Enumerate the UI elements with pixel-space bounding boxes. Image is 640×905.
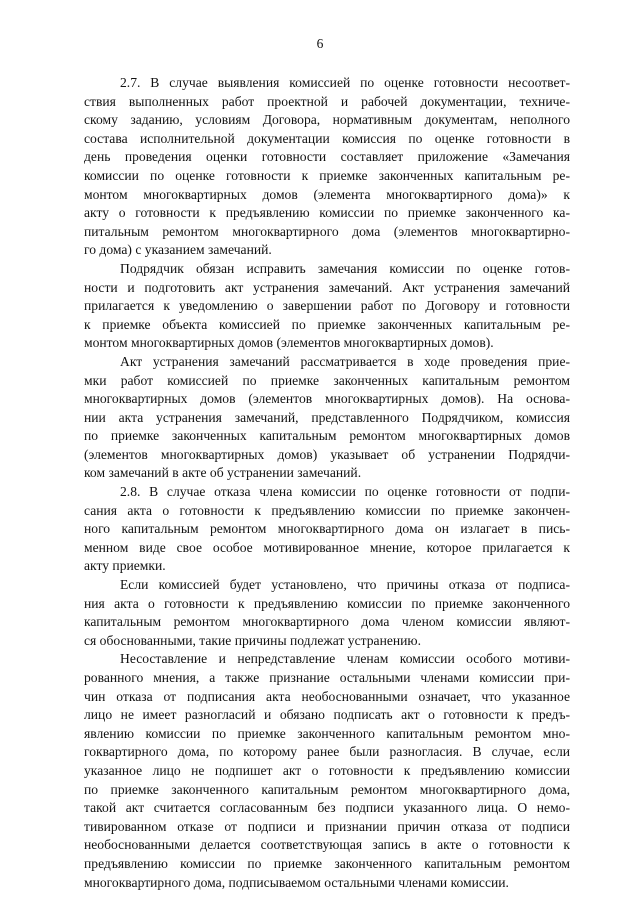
text-line: комиссии по оценке готовности к приемке законченных капитальным ре- (84, 167, 570, 183)
text-line: 2.8. В случае отказа члена комиссии по оценке готовности от подпи- (120, 484, 570, 500)
text-line: указанное лицо не подпишет акт о готовности к предъявлению комиссии (84, 762, 570, 778)
text-line: акту приемки. (84, 558, 166, 574)
text-line: тивированном отказе от подписи и признании причин отказа от подписи (84, 818, 570, 834)
text-line: явлению комиссии по приемке законченного капитальным ремонтом мно- (84, 725, 570, 741)
text-line: предъявлению комиссии по приемке законченного капитальным ремонтом (84, 855, 570, 871)
paragraph-para-refusal-reasons (84, 576, 570, 650)
text-line: ности и подготовить акт устранения замечаний. Акт устранения замечаний (84, 279, 570, 295)
text-line: Акт устранения замечаний рассматривается в ходе проведения прие- (120, 353, 570, 369)
document-body (84, 74, 570, 892)
paragraph-para-elimination-act (84, 353, 570, 483)
text-line: состава исполнительной документации комиссия по оценке готовности в (84, 130, 570, 146)
text-line: ного капитальным ремонтом многоквартирного дома он излагает в пись- (84, 521, 570, 537)
text-line: ния акта о готовности к предъявлению комиссии по приемке законченного (84, 595, 570, 611)
text-line: (элементов многоквартирных домов) указывает об устранении Подрядчи- (84, 446, 570, 462)
text-line: день проведения оценки готовности составляет приложение «Замечания (84, 149, 570, 165)
text-line: акту о готовности к предъявлению комиссии по приемке законченного ка- (84, 205, 570, 221)
text-line: прилагается к уведомлению о завершении работ по Договору и готовности (84, 298, 570, 314)
page-number: 6 (316, 36, 324, 51)
paragraph-para-2-8 (84, 483, 570, 576)
text-line: Несоставление и непредставление членам комиссии особого мотиви- (120, 651, 570, 667)
text-line: многоквартирных домов (элементов многоквартирных домов). На основа- (84, 391, 570, 407)
text-line: капитальным ремонтом многоквартирного дома членом комиссии являют- (84, 614, 570, 630)
text-line: менном виде свое особое мотивированное мнение, которое прилагается к (84, 539, 570, 555)
text-line: ком замечаний в акте об устранении замечаний. (84, 465, 362, 481)
text-line: Подрядчик обязан исправить замечания комиссии по оценке готов- (120, 260, 570, 276)
text-line: чин отказа от подписания акта необоснованными означает, что указанное (84, 688, 570, 704)
text-line: к приемке объекта комиссией по приемке законченных капитальным ре- (84, 316, 570, 332)
text-line: монтом многоквартирных домов (элемента многоквартирного дома)» к (84, 186, 570, 202)
text-line: 2.7. В случае выявления комиссией по оценке готовности несоответ- (120, 75, 570, 90)
text-line: го дома) с указанием замечаний. (84, 242, 272, 258)
paragraph-para-contractor-obligation (84, 260, 570, 353)
text-line: гоквартирного дома, по которому ранее были разногласия. В случае, если (84, 744, 570, 760)
text-line: питальным ремонтом многоквартирного дома (элементов многоквартирно- (84, 223, 570, 239)
text-line: мки работ комиссией по приемке законченных капитальным ремонтом (84, 372, 570, 388)
text-line: по приемке законченных капитальным ремонтом многоквартирных домов (84, 428, 570, 444)
text-line: Если комиссией будет установлено, что причины отказа от подписа- (120, 577, 570, 593)
paragraph-para-2-7 (84, 74, 570, 260)
text-line: по приемке законченного капитальным ремонтом многоквартирного дома, (84, 781, 570, 797)
text-line: рованного мнения, а также признание остальными членами комиссии при- (84, 670, 570, 685)
text-line: необоснованными делается соответствующая запись в акте о готовности к (84, 837, 570, 853)
text-line: скому заданию, условиям Договора, нормативным документам, неполного (84, 112, 570, 128)
text-line: ствия выполненных работ проектной и рабочей документации, техниче- (84, 93, 570, 109)
paragraph-para-non-submission (84, 650, 570, 892)
text-line: ся обоснованными, такие причины подлежат устранению. (84, 632, 421, 648)
text-line: сания акта о готовности к предъявлению комиссии по приемке закончен- (84, 502, 570, 518)
text-line: нии акта устранения замечаний, представленного Подрядчиком, комиссия (84, 409, 570, 425)
text-line: многоквартирного дома, подписываемом остальными членами комиссии. (84, 874, 509, 890)
text-line: монтом многоквартирных домов (элементов многоквартирных домов). (84, 335, 494, 351)
text-line: такой акт считается согласованным без подписи указанного лица. О немо- (84, 800, 570, 816)
text-line: лицо не имеет разногласий и обязано подписать акт о готовности к предъ- (84, 707, 570, 723)
